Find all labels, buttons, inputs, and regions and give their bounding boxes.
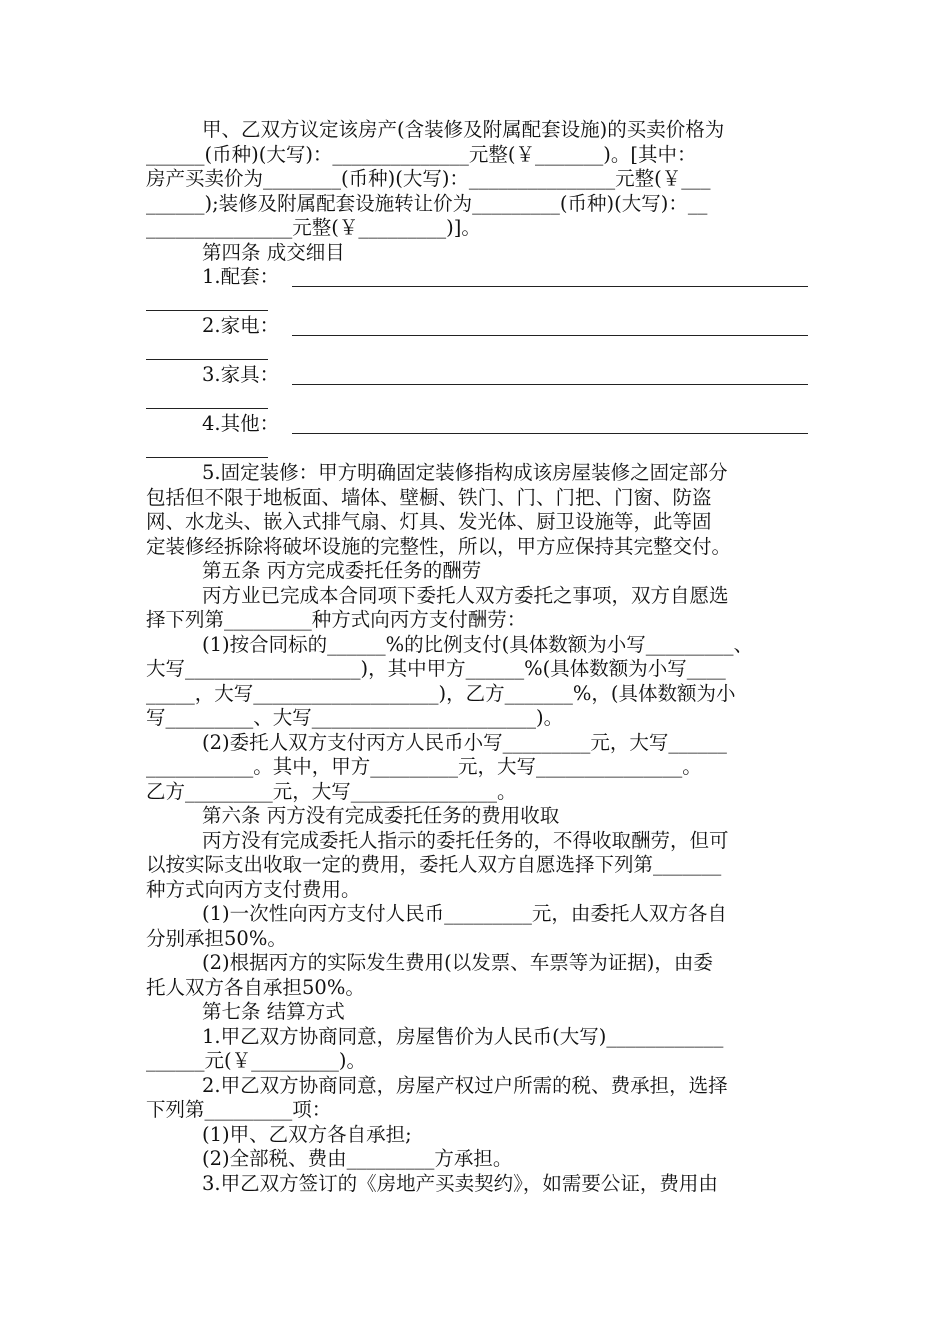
- article-6-option-2-line-1: (2)根据丙方的实际发生费用(以发票、车票等为证据)，由委: [202, 951, 713, 974]
- article-7-item-1-line-2: ______元(￥_________)。: [146, 1049, 366, 1072]
- blank-underline-continuation: [146, 339, 808, 364]
- price-paragraph-line-4: ______);装修及附属配套设施转让价为_________(币种)(大写)：__: [146, 191, 708, 215]
- blank-underline-continuation: [146, 388, 808, 413]
- blank-underline-continuation: [146, 437, 808, 462]
- article-5-line-2: 择下列第_________种方式向丙方支付酬劳：: [146, 608, 527, 631]
- article-6-line-2: 以按实际支出收取一定的费用，委托人双方自愿选择下列第_______: [146, 853, 722, 876]
- article-7-item-2-option-2: (2)全部税、费由_________方承担。: [202, 1147, 513, 1170]
- article-5-option-2-line-2: ___________。其中，甲方_________元，大写_______________。: [146, 755, 702, 778]
- price-paragraph-line-1: 甲、乙双方议定该房产(含装修及附属配套设施)的买卖价格为: [202, 118, 725, 141]
- article-5-option-1-line-4: 写_________、大写_______________________)。: [146, 706, 564, 729]
- article-6-heading: 第六条 丙方没有完成委托任务的费用收取: [202, 804, 560, 827]
- blank-underline: [292, 286, 808, 287]
- article-6-option-2-line-2: 托人双方各自承担50%。: [146, 975, 365, 999]
- article-5-option-1-line-2: 大写__________________)，其中甲方______%(具体数额为小写____: [146, 657, 726, 680]
- fixed-decoration-line-1: 5.固定装修：甲方明确固定装修指构成该房屋装修之固定部分: [202, 461, 728, 484]
- fixed-decoration-line-3: 网、水龙头、嵌入式排气扇、灯具、发光体、厨卫设施等，此等固: [146, 510, 712, 533]
- price-paragraph-line-2: ______(币种)(大写)：______________元整(￥_______)。[其中：: [146, 142, 697, 166]
- article-5-heading: 第五条 丙方完成委托任务的酬劳: [202, 559, 482, 582]
- blank-underline: [292, 433, 808, 434]
- blank-underline-continuation: [146, 290, 808, 315]
- price-paragraph-line-3: 房产买卖价为________(币种)(大写)：_______________元整(￥___: [146, 167, 711, 190]
- article-5-option-1-line-3: _____，大写___________________)，乙方_______%，(具体数额为小: [146, 681, 736, 705]
- blank-underline: [292, 335, 808, 336]
- article-7-item-2-option-1: (1)甲、乙双方各自承担;: [202, 1122, 412, 1146]
- article-6-line-1: 丙方没有完成委托人指示的委托任务的，不得收取酬劳，但可: [202, 828, 729, 852]
- article-5-option-2-line-3: 乙方_________元，大写_______________。: [146, 779, 517, 803]
- contract-page: [146, 118, 808, 1196]
- blank-underline: [292, 384, 808, 385]
- article-7-heading: 第七条 结算方式: [202, 1000, 345, 1023]
- price-paragraph-line-5: _______________元整(￥_________)]。: [146, 216, 481, 239]
- article-5-option-1-line-1: (1)按合同标的______%的比例支付(具体数额为小写_________、: [202, 632, 754, 656]
- article-4-heading: 第四条 成交细目: [202, 240, 345, 264]
- article-5-option-2-line-1: (2)委托人双方支付丙方人民币小写_________元，大写______: [202, 730, 727, 754]
- fixed-decoration-line-2: 包括但不限于地板面、墙体、壁橱、铁门、门、门把、门窗、防盗: [146, 485, 712, 509]
- article-6-option-1-line-1: (1)一次性向丙方支付人民币_________元，由委托人双方各自: [202, 902, 727, 925]
- item-others: 4.其他：: [146, 412, 808, 437]
- article-6-line-3: 种方式向丙方支付费用。: [146, 877, 361, 901]
- fixed-decoration-line-4: 定装修经拆除将破坏设施的完整性，所以，甲方应保持其完整交付。: [146, 534, 732, 558]
- article-7-item-3-line-1: 3.甲乙双方签订的《房地产买卖契约》，如需要公证，费用由: [202, 1171, 718, 1195]
- item-furniture: 3.家具：: [146, 363, 808, 388]
- item-appliances: 2.家电：: [146, 314, 808, 339]
- article-5-line-1: 丙方业已完成本合同项下委托人双方委托之事项，双方自愿选: [202, 583, 729, 607]
- article-7-item-2-line-2: 下列第_________项：: [146, 1098, 332, 1121]
- article-6-option-1-line-2: 分别承担50%。: [146, 926, 287, 950]
- article-7-item-2-line-1: 2.甲乙双方协商同意，房屋产权过户所需的税、费承担，选择: [202, 1073, 728, 1097]
- article-7-item-1-line-1: 1.甲乙双方协商同意，房屋售价为人民币(大写)____________: [202, 1024, 724, 1048]
- item-fittings: 1.配套：: [146, 265, 808, 290]
